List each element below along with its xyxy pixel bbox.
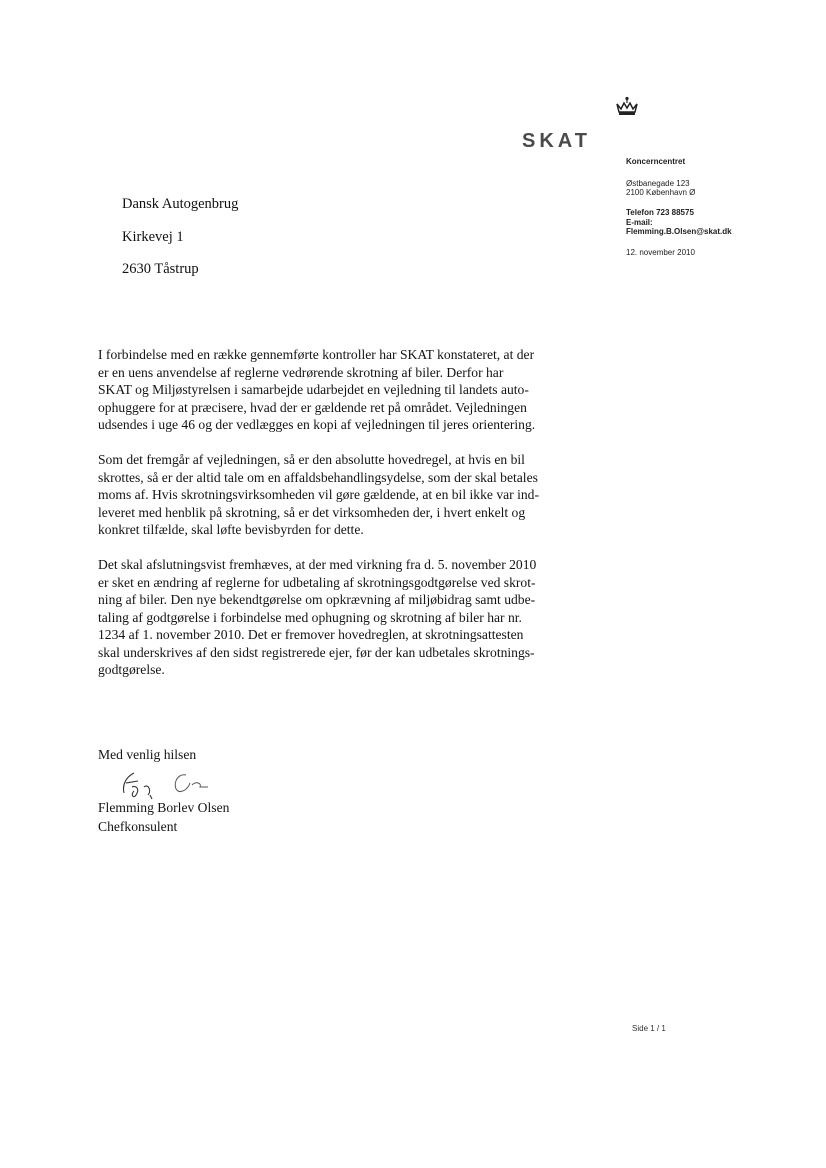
sender-email: Flemming.B.Olsen@skat.dk [626, 227, 732, 236]
body-paragraph-1 [98, 346, 618, 434]
recipient-name: Dansk Autogenbrug [122, 196, 239, 212]
text-line: skal underskrives af den sidst registrerede ejer, før der kan udbetales skrotnings- [98, 644, 535, 660]
sender-email-label: E-mail: [626, 218, 653, 227]
text-line: SKAT og Miljøstyrelsen i samarbejde udarbejdet en vejledning til landets auto- [98, 382, 529, 397]
text-line: ning af biler. Den nye bekendtgørelse om opkrævning af miljøbidrag samt udbe- [98, 592, 536, 607]
svg-text:SKAT: SKAT [522, 130, 591, 150]
text-line: er en uens anvendelse af reglerne vedrørende skrotning af biler. Derfor har [98, 364, 504, 380]
recipient-city: 2630 Tåstrup [122, 261, 199, 277]
signature [112, 765, 242, 801]
text-line: konkret tilfælde, skal løfte bevisbyrden for dette. [98, 522, 364, 537]
text-line: 1234 af 1. november 2010. Det er fremover hovedreglen, at skrotningsattesten [98, 627, 524, 642]
sender-city: 2100 København Ø [626, 188, 696, 197]
skat-logo [522, 130, 620, 150]
signer-title: Chefkonsulent [98, 819, 178, 834]
text-line: Som det fremgår af vejledningen, så er den absolutte hovedregel, at hvis en bil [98, 452, 525, 467]
department-name: Koncerncentret [626, 157, 686, 166]
sender-street: Østbanegade 123 [626, 179, 690, 188]
text-line: taling af godtgørelse i forbindelse med ophugning og skrotning af biler har nr. [98, 609, 522, 625]
text-line: moms af. Hvis skrotningsvirksomheden vil gøre gældende, at en bil ikke var ind- [98, 487, 539, 502]
text-line: ophuggere for at præcisere, hvad der er gældende ret på området. Vejledningen [98, 399, 527, 415]
body-paragraph-3 [98, 556, 618, 679]
text-line: leveret med henblik på skrotning, så er det virksomheden der, i hvert enkelt og [98, 504, 526, 520]
body-paragraph-2 [98, 451, 618, 539]
text-line: I forbindelse med en række gennemførte kontroller har SKAT konstateret, at der [98, 347, 535, 362]
page-number: Side 1 / 1 [632, 1024, 666, 1033]
text-line: udsendes i uge 46 og der vedlægges en kopi af vejledningen til jeres orientering. [98, 417, 536, 432]
text-line: Det skal afslutningsvist fremhæves, at der med virkning fra d. 5. november 2010 [98, 557, 537, 572]
crown-icon [614, 96, 640, 118]
text-line: skrottes, så er der altid tale om en affaldsbehandlingsydelse, som der skal betales [98, 469, 538, 485]
letter-date: 12. november 2010 [626, 248, 695, 257]
closing-greeting: Med venlig hilsen [98, 747, 197, 762]
sender-phone: Telefon 723 88575 [626, 208, 694, 217]
text-line: godtgørelse. [98, 662, 165, 677]
recipient-street: Kirkevej 1 [122, 229, 184, 245]
text-line: er sket en ændring af reglerne for udbetaling af skrotningsgodtgørelse ved skrot- [98, 574, 536, 590]
signer-name: Flemming Borlev Olsen [98, 800, 230, 815]
